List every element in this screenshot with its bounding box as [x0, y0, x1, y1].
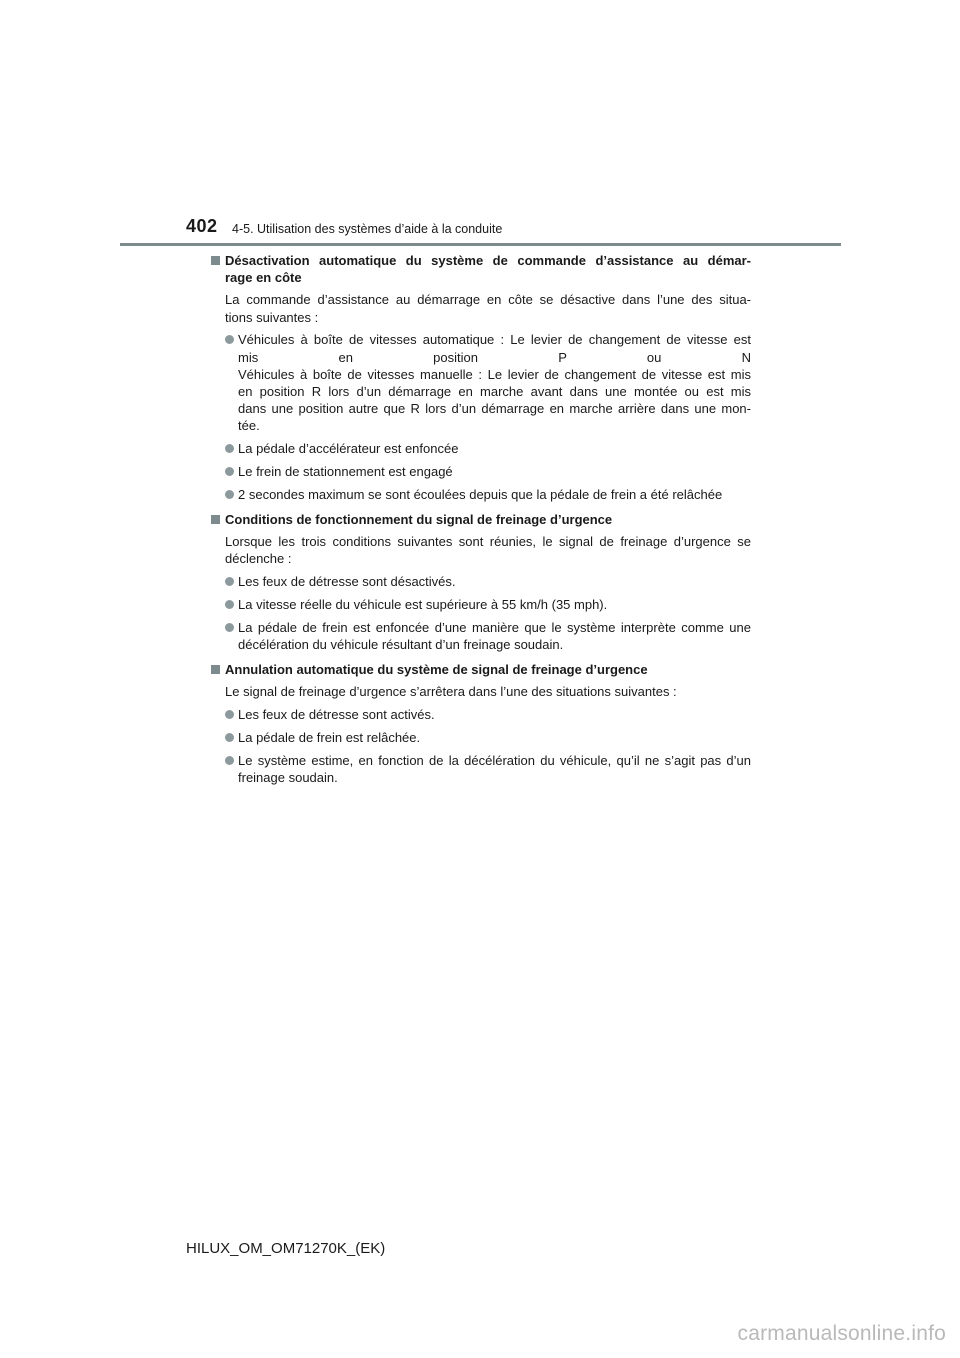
bullet-item — [211, 619, 751, 653]
text-line: rage en côte — [225, 270, 302, 286]
text-line: Véhicules à boîte de vitesses automatique : Le levier de changement de vitesse est — [238, 332, 751, 348]
section-intro — [211, 533, 751, 567]
circle-bullet-icon — [225, 733, 234, 742]
text-line: en position R lors d’un démarrage en marche avant dans une montée ou est mis — [238, 384, 751, 400]
text-line: Annulation automatique du système de signal de freinage d’urgence — [225, 662, 648, 678]
bullet-item — [211, 463, 751, 480]
text-line: Conditions de fonctionnement du signal de freinage d’urgence — [225, 512, 613, 528]
circle-bullet-icon — [225, 600, 234, 609]
text-line: Véhicules à boîte de vitesses manuelle : Le levier de changement de vitesse est mis — [238, 366, 751, 382]
text-line: Les feux de détresse sont activés. — [238, 707, 435, 723]
bullet-item — [211, 729, 751, 746]
text-line: 2 secondes maximum se sont écoulées depuis que la pédale de frein a été relâchée — [238, 486, 723, 502]
square-bullet-icon — [211, 665, 220, 674]
text-line: Désactivation automatique du système de commande d’assistance au démar- — [225, 253, 751, 268]
text-line: La pédale de frein est relâchée. — [238, 730, 421, 746]
circle-bullet-icon — [225, 623, 234, 632]
circle-bullet-icon — [225, 756, 234, 765]
bullet-item — [211, 486, 751, 503]
text-line: tée. — [238, 418, 260, 434]
bullet-item — [211, 440, 751, 457]
text-line: Le signal de freinage d’urgence s’arrêtera dans l’une des situations suivantes : — [225, 684, 677, 700]
text-line: décélération du véhicule résultant d’un freinage soudain. — [238, 637, 564, 653]
section-title: 4-5. Utilisation des systèmes d’aide à la conduite — [232, 222, 503, 236]
circle-bullet-icon — [225, 335, 234, 344]
text-line: La pédale de frein est enfoncée d’une manière que le système interprète comme une — [238, 619, 751, 635]
text-line: dans une position autre que R lors d’un démarrage en marche arrière dans une mon- — [238, 401, 751, 417]
header-rule — [120, 243, 841, 246]
text-line: tions suivantes : — [225, 309, 319, 325]
text-line: La pédale d’accélérateur est enfoncée — [238, 441, 459, 457]
text-line: déclenche : — [225, 551, 292, 567]
watermark: carmanualsonline.info — [737, 1322, 946, 1345]
section-intro — [211, 683, 751, 700]
circle-bullet-icon — [225, 444, 234, 453]
square-bullet-icon — [211, 256, 220, 265]
text-line: La vitesse réelle du véhicule est supérieure à 55 km/h (35 mph). — [238, 597, 608, 613]
square-bullet-icon — [211, 515, 220, 524]
circle-bullet-icon — [225, 490, 234, 499]
text-line: Lorsque les trois conditions suivantes sont réunies, le signal de freinage d’urgence se — [225, 534, 751, 550]
content — [211, 252, 751, 786]
bullet-item — [211, 706, 751, 723]
bullet-item — [211, 752, 751, 786]
bullet-item — [211, 331, 751, 434]
text-line: La commande d’assistance au démarrage en côte se désactive dans l’une des situa- — [225, 292, 751, 308]
text-line: Le système estime, en fonction de la décélération du véhicule, qu’il ne s’agit pas d’un — [238, 752, 751, 768]
page-number: 402 — [186, 216, 218, 236]
circle-bullet-icon — [225, 467, 234, 476]
section-intro — [211, 291, 751, 325]
section-heading — [211, 252, 751, 286]
circle-bullet-icon — [225, 577, 234, 586]
text-line: Les feux de détresse sont désactivés. — [238, 574, 456, 590]
manual-code: HILUX_OM_OM71270K_(EK) — [186, 1240, 386, 1257]
text-line: freinage soudain. — [238, 770, 338, 786]
bullet-item — [211, 596, 751, 613]
text-line: mis en position P ou N — [238, 349, 751, 365]
circle-bullet-icon — [225, 710, 234, 719]
text-line: Le frein de stationnement est engagé — [238, 464, 453, 480]
section-heading — [211, 661, 751, 678]
bullet-item — [211, 573, 751, 590]
section-heading — [211, 511, 751, 528]
